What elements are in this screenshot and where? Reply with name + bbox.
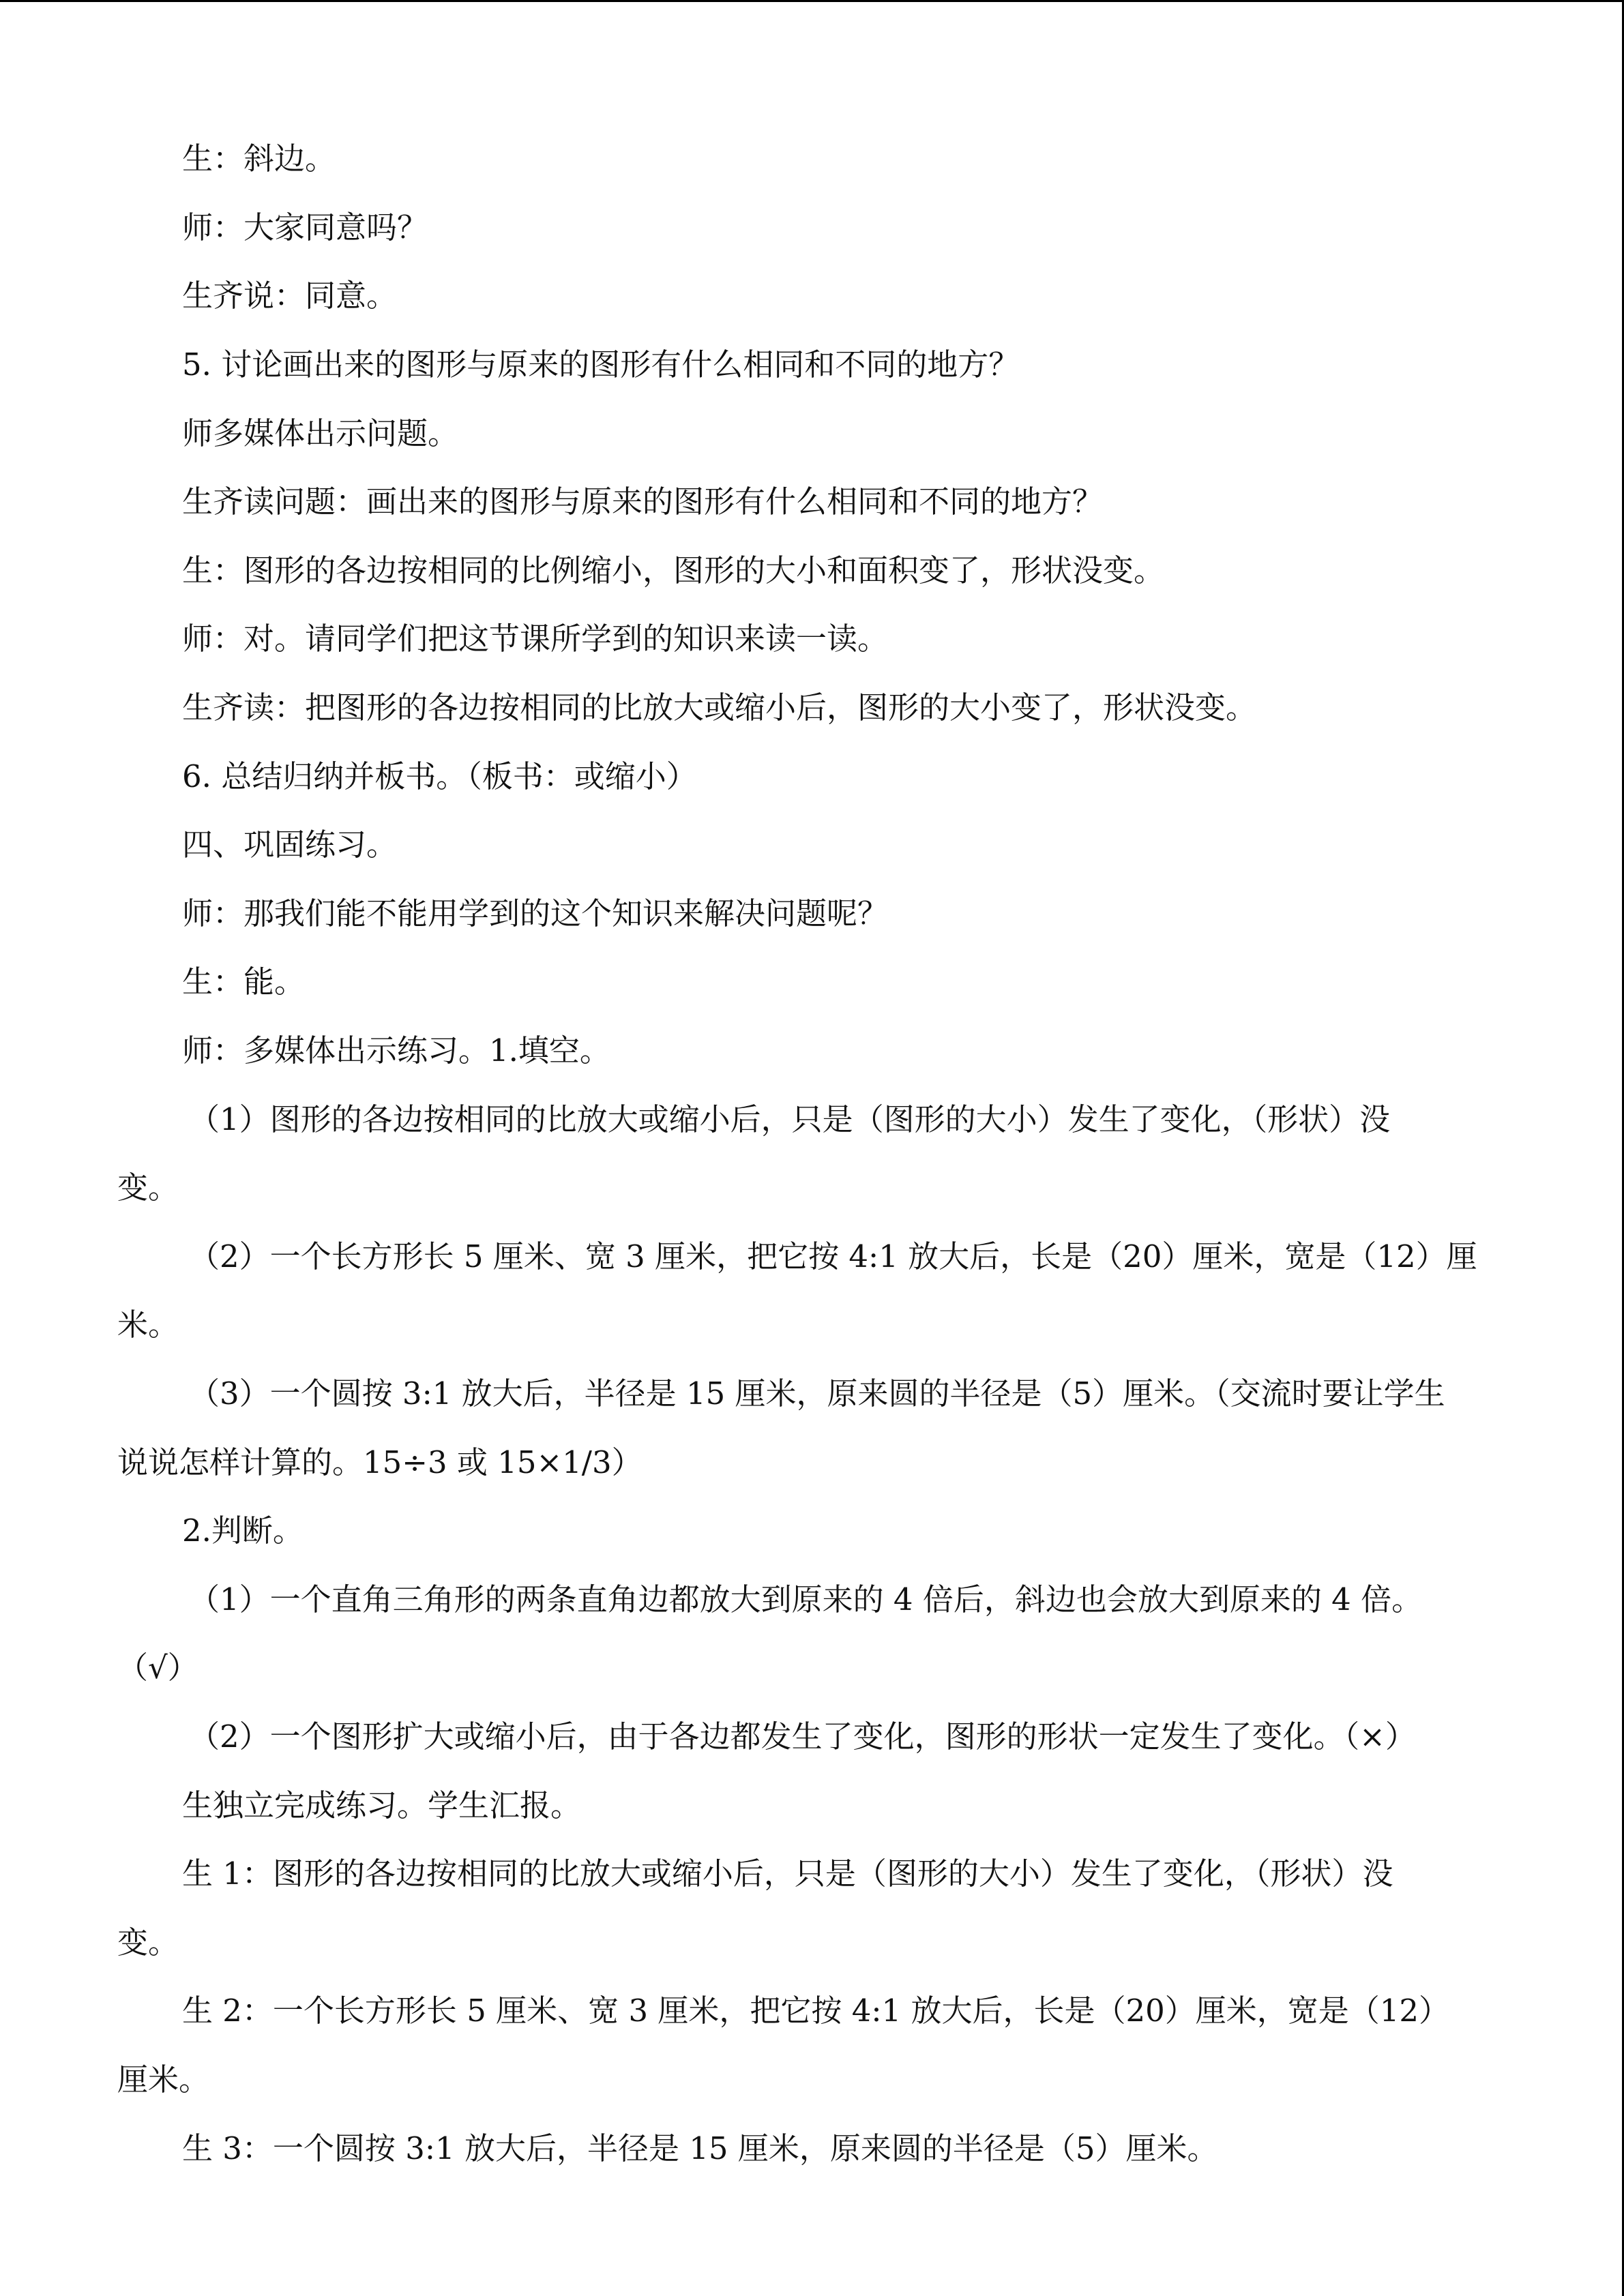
text-line: 生 3：一个圆按 3:1 放大后，半径是 15 厘米，原来圆的半径是（5）厘米。: [182, 2130, 1218, 2166]
text-line: 米。: [117, 1307, 179, 1343]
text-line: 师多媒体出示问题。: [182, 415, 459, 451]
text-line: （1）一个直角三角形的两条直角边都放大到原来的 4 倍后，斜边也会放大到原来的 4 倍。: [189, 1581, 1423, 1617]
text-line: 5. 讨论画出来的图形与原来的图形有什么相同和不同的地方？: [182, 346, 1020, 383]
text-line: 生：斜边。: [182, 140, 336, 177]
text-line: 生 2：一个长方形长 5 厘米、宽 3 厘米，把它按 4:1 放大后，长是（20）厘米，宽是（12）: [182, 1993, 1449, 2029]
text-line: 2.判断。: [182, 1512, 304, 1549]
text-line: 生齐读问题：画出来的图形与原来的图形有什么相同和不同的地方？: [182, 483, 1104, 520]
text-line: 生：能。: [182, 964, 306, 1000]
text-line: （2）一个长方形长 5 厘米、宽 3 厘米，把它按 4:1 放大后，长是（20）厘米，宽是（12）厘: [189, 1238, 1477, 1274]
text-line: （1）图形的各边按相同的比放大或缩小后，只是（图形的大小）发生了变化，（形状）没: [189, 1101, 1391, 1137]
text-line: 师：对。请同学们把这节课所学到的知识来读一读。: [182, 621, 889, 657]
text-line: 生：图形的各边按相同的比例缩小，图形的大小和面积变了，形状没变。: [182, 552, 1165, 588]
text-line: 生齐读：把图形的各边按相同的比放大或缩小后，图形的大小变了，形状没变。: [182, 689, 1257, 726]
text-line: 师：多媒体出示练习。1.填空。: [182, 1032, 610, 1069]
text-line: （2）一个图形扩大或缩小后，由于各边都发生了变化，图形的形状一定发生了变化。（×）: [189, 1718, 1416, 1755]
text-line: 生独立完成练习。学生汇报。: [182, 1787, 582, 1823]
text-line: 变。: [117, 1169, 179, 1206]
text-line: 6. 总结归纳并板书。（板书：或缩小）: [182, 758, 697, 794]
text-line: 说说怎样计算的。15÷3 或 15×1/3）: [117, 1444, 643, 1480]
text-line: 师：大家同意吗？: [182, 209, 428, 245]
text-line: 四、巩固练习。: [182, 826, 398, 863]
text-line: 变。: [117, 1924, 179, 1960]
text-line: 厘米。: [117, 2061, 210, 2098]
text-line: 生齐说：同意。: [182, 278, 398, 314]
text-line: （3）一个圆按 3:1 放大后，半径是 15 厘米，原来圆的半径是（5）厘米。（交流时要让学生: [189, 1375, 1445, 1412]
text-line: 师：那我们能不能用学到的这个知识来解决问题呢？: [182, 895, 889, 931]
text-line: 生 1：图形的各边按相同的比放大或缩小后，只是（图形的大小）发生了变化，（形状）没: [182, 1855, 1393, 1892]
text-line: （√）: [117, 1650, 198, 1686]
